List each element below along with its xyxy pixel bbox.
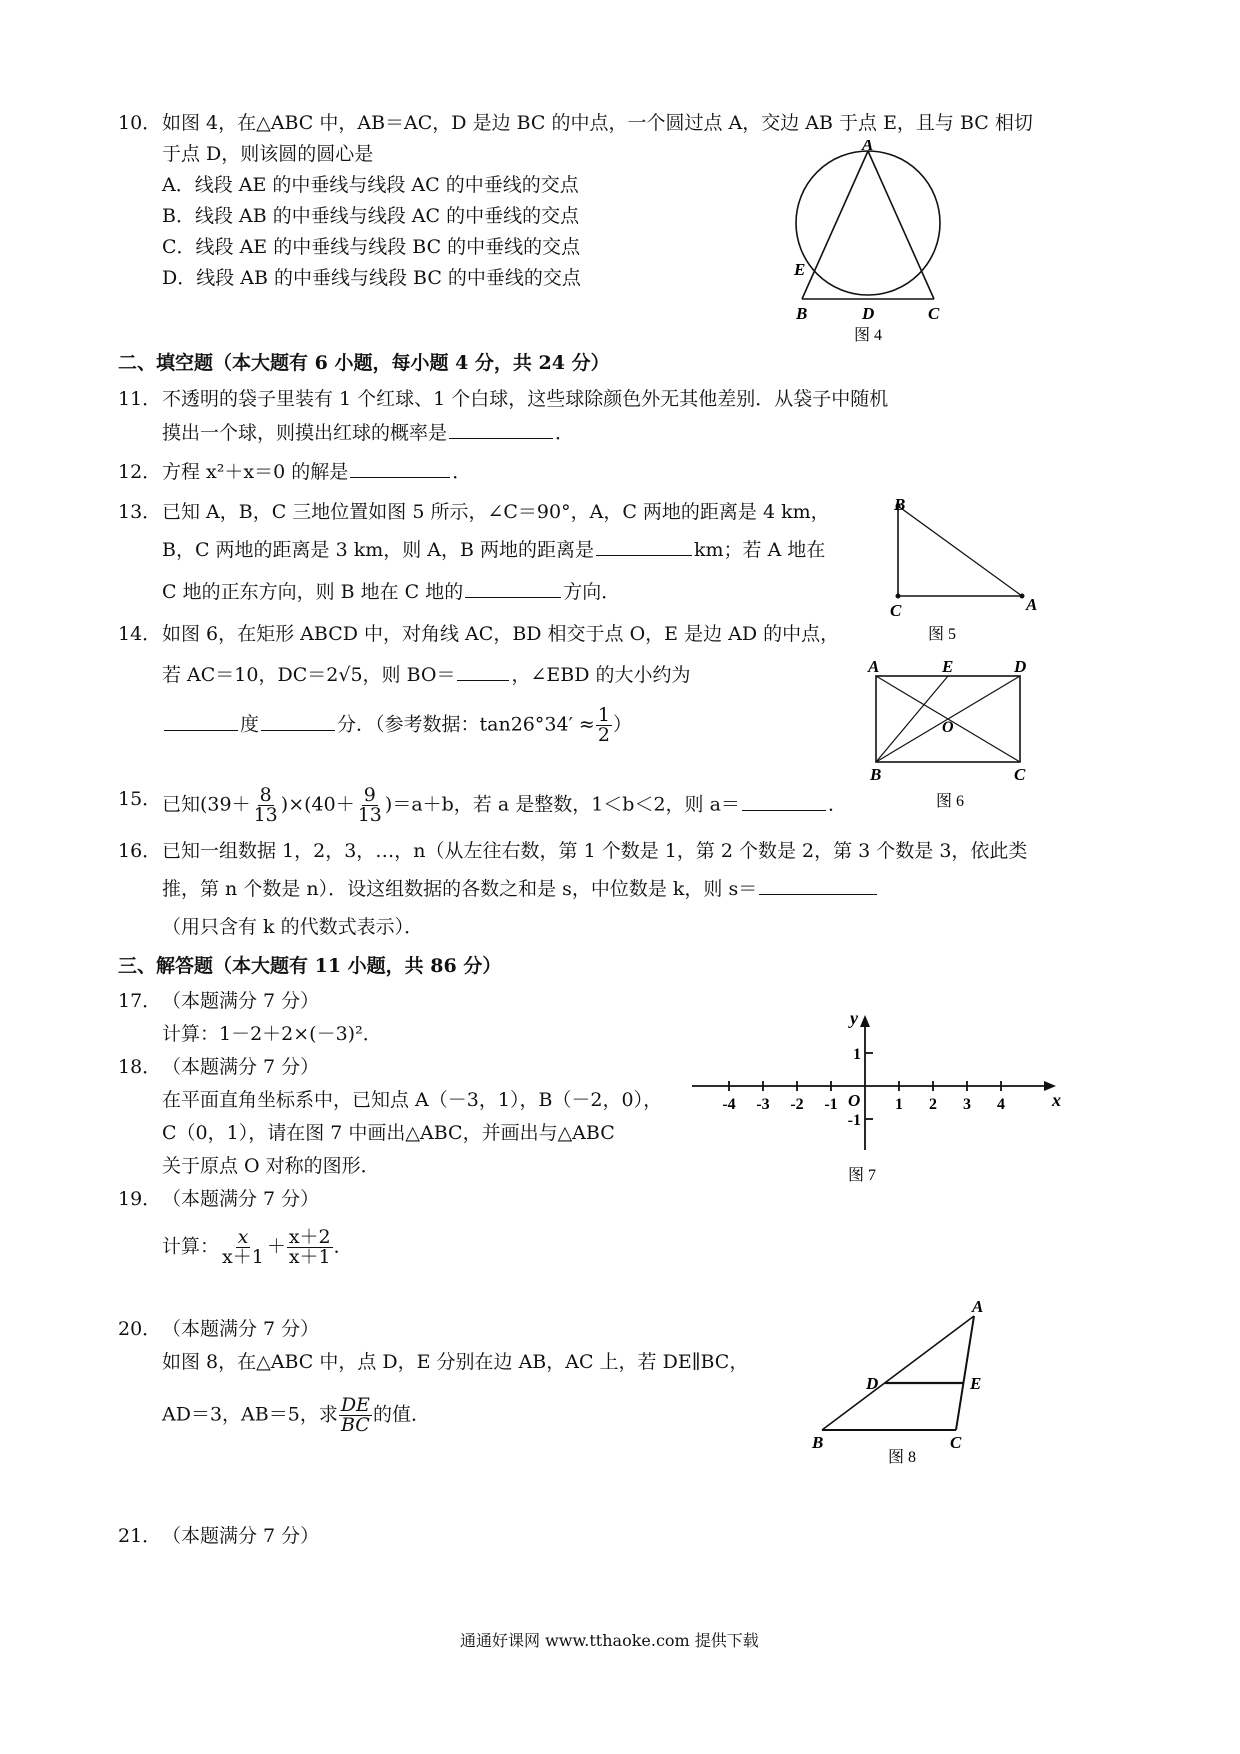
fig5-label-a: A (1026, 595, 1038, 614)
fig7-x-label: x (1052, 1090, 1061, 1110)
q18-number: 18． (118, 1056, 162, 1078)
q14-bo-blank[interactable] (457, 662, 509, 681)
q19-fraction-2-den: x＋1 (288, 1246, 331, 1268)
fig7-y-label: y (850, 1010, 858, 1028)
fig7-y-tick-label-1: -1 (847, 1112, 861, 1129)
fig6-label-e: E (942, 657, 954, 676)
fig5-label-b: B (894, 495, 906, 514)
q15-fraction-2-num: 9 (363, 784, 376, 806)
q19-plus: ＋ (266, 1235, 286, 1258)
q20-line2-end: 的值． (372, 1403, 430, 1426)
q11-number: 11． (118, 388, 162, 410)
q12-text: 方程 x²＋x＝0 的解是 (162, 461, 349, 483)
q15-fraction-1-den: 13 (253, 804, 278, 826)
fig4-label-a: A (862, 140, 874, 154)
figure-4 (780, 140, 960, 350)
section-2-title: 二、填空题（本大题有 6 小题，每小题 4 分，共 24 分） (118, 352, 610, 374)
q16-line1: 已知一组数据 1，2，3，…，n（从左往右数，第 1 个数是 1，第 2 个数是 2，第 3 个数是 3，依此类 (162, 840, 1028, 862)
q14-degree-blank[interactable] (164, 712, 238, 731)
q12-number: 12． (118, 461, 162, 483)
q13-line3 (162, 579, 620, 605)
q20-title: （本题满分 7 分） (162, 1318, 320, 1340)
q13-line1: 已知 A，B，C 三地位置如图 5 所示，∠C＝90°，A，C 两地的距离是 4 km， (162, 501, 830, 523)
q15-line (162, 786, 847, 825)
fig4-label-b: B (796, 304, 808, 323)
q13-line2 (162, 537, 825, 563)
fig8-label-e: E (970, 1374, 982, 1393)
fig6-label-c: C (1014, 765, 1026, 784)
q10-line2: 于点 D，则该圆的圆心是 (162, 143, 374, 165)
q19-expression (162, 1228, 353, 1267)
q10-option-a: A．线段 AE 的中垂线与线段 AC 的中垂线的交点 (162, 174, 579, 196)
q11-line2-text: 摸出一个球，则摸出红球的概率是 (162, 422, 448, 444)
fig8-label-a: A (972, 1297, 984, 1316)
q10-option-d: D．线段 AB 的中垂线与线段 BC 的中垂线的交点 (162, 267, 581, 289)
q16-number: 16． (118, 840, 162, 862)
fig4-side-ac (868, 151, 934, 299)
page-footer: 通通好课网 www.tthaoke.com 提供下载 (460, 1631, 759, 1650)
fig8-side-ac (956, 1316, 974, 1430)
q21-title: （本题满分 7 分） (162, 1525, 320, 1547)
q15-text-pre: 已知(39＋ (162, 793, 251, 816)
fig5-label-c: C (890, 601, 902, 620)
q20-line1: 如图 8，在△ABC 中，点 D，E 分别在边 AB，AC 上，若 DE∥BC， (162, 1351, 749, 1373)
q15-answer-blank[interactable] (742, 792, 826, 811)
fig8-side-ab (822, 1316, 974, 1430)
fig7-x-tick-label-3: -1 (824, 1096, 838, 1113)
q20-line2-text: AD＝3，AB＝5，求 (162, 1403, 338, 1426)
q15-text-post: )＝a＋b，若 a 是整数，1＜b＜2，则 a＝ (384, 793, 740, 816)
q14-fraction-den: 2 (597, 724, 610, 746)
q14-fraction-num: 1 (597, 704, 610, 726)
q20-number: 20． (118, 1318, 162, 1340)
q17-body: 计算：1－2＋2×(－3)²． (162, 1023, 382, 1045)
fig8-caption: 图 8 (888, 1449, 917, 1466)
q12-answer-blank[interactable] (350, 459, 450, 478)
q10-option-c: C．线段 AE 的中垂线与线段 BC 的中垂线的交点 (162, 236, 581, 258)
q13-line2-mid: km；若 A 地在 (694, 539, 826, 561)
fig7-y-arrow (860, 1015, 870, 1027)
q19-fraction-1 (220, 1228, 266, 1267)
fig7-y-tick-label-0: 1 (853, 1046, 861, 1063)
q21-number: 21． (118, 1525, 162, 1547)
q14-minute-blank[interactable] (261, 712, 335, 731)
q19-fraction-1-den: x＋1 (222, 1246, 264, 1268)
fig7-x-tick-label-7: 4 (997, 1096, 1005, 1113)
q14-line2-text: 若 AC＝10，DC＝2√5，则 BO＝ (162, 664, 456, 686)
q16-answer-blank[interactable] (759, 876, 877, 895)
figure-7 (690, 1010, 1070, 1190)
q13-line2-text: B，C 两地的距离是 3 km，则 A，B 两地的距离是 (162, 539, 595, 561)
fig6-segment-be (876, 676, 948, 762)
fig7-x-tick-label-0: -4 (722, 1096, 736, 1113)
q15-fraction-2 (356, 786, 384, 825)
fig4-label-e: E (794, 260, 806, 279)
fig7-x-tick-label-1: -3 (756, 1096, 770, 1113)
fig6-label-b: B (870, 765, 882, 784)
q18-line2: C（0，1），请在图 7 中画出△ABC，并画出与△ABC (162, 1122, 615, 1144)
q15-fraction-1-num: 8 (259, 784, 272, 806)
q14-fraction (596, 706, 612, 745)
q20-fraction (339, 1396, 372, 1435)
q18-line3: 关于原点 O 对称的图形． (162, 1155, 380, 1177)
fig4-label-d: D (862, 304, 875, 323)
q14-degree-label: 度 (240, 713, 260, 736)
q14-line3 (162, 706, 632, 745)
q15-fraction-2-den: 13 (357, 804, 382, 826)
q19-title: （本题满分 7 分） (162, 1188, 320, 1210)
q18-line1: 在平面直角坐标系中，已知点 A（－3，1），B（－2，0）， (162, 1089, 663, 1111)
q11-line2 (162, 420, 574, 446)
q11-line1: 不透明的袋子里装有 1 个红球、1 个白球，这些球除颜色外无其他差别．从袋子中随机 (162, 388, 889, 410)
q16-line3: （用只含有 k 的代数式表示）． (162, 916, 424, 938)
q19-fraction-1-num: x (237, 1226, 249, 1248)
q16-line2-text: 推，第 n 个数是 n）．设这组数据的各数之和是 s，中位数是 k，则 s＝ (162, 878, 758, 900)
figure-5 (880, 494, 1050, 644)
fig5-point-a (1020, 594, 1025, 599)
q18-title: （本题满分 7 分） (162, 1056, 320, 1078)
q13-distance-blank[interactable] (596, 537, 692, 556)
q13-number: 13． (118, 501, 162, 523)
q14-line3-end: ） (612, 713, 632, 736)
fig8-label-b: B (812, 1433, 824, 1452)
q12-line (162, 459, 471, 485)
q20-line2 (162, 1396, 430, 1435)
q20-fraction-den: BC (340, 1414, 370, 1436)
fig6-label-a: A (868, 657, 880, 676)
q17-title: （本题满分 7 分） (162, 990, 320, 1012)
q14-line2 (162, 662, 691, 688)
fig8-label-c: C (950, 1433, 962, 1452)
fig4-side-ab (802, 151, 868, 299)
section-3-title: 三、解答题（本大题有 11 小题，共 86 分） (118, 955, 502, 977)
fig7-origin-label: O (848, 1091, 861, 1110)
q15-number: 15． (118, 788, 162, 810)
q14-line1: 如图 6，在矩形 ABCD 中，对角线 AC，BD 相交于点 O，E 是边 AD 的中点， (162, 623, 840, 645)
q16-line2 (162, 876, 879, 902)
q13-line3-text: C 地的正东方向，则 B 地在 C 地的 (162, 581, 464, 603)
q15-end: ． (827, 793, 847, 816)
q19-number: 19． (118, 1188, 162, 1210)
q20-fraction-num: DE (340, 1394, 370, 1416)
fig4-label-c: C (928, 304, 940, 323)
q19-end: ． (333, 1235, 353, 1258)
fig7-caption: 图 7 (848, 1167, 877, 1184)
q17-number: 17． (118, 990, 162, 1012)
fig5-side-ab (898, 506, 1022, 596)
q13-line3-end: 方向． (563, 581, 621, 603)
q10-line1: 如图 4，在△ABC 中，AB＝AC，D 是边 BC 的中点，一个圆过点 A，交边 AB 于点 E，且与 BC 相切 (162, 112, 1033, 134)
fig8-label-d: D (866, 1374, 879, 1393)
fig6-label-d: D (1014, 657, 1027, 676)
q10-number: 10． (118, 112, 162, 134)
q11-answer-blank[interactable] (449, 420, 553, 439)
q14-minute-text: 分．（参考数据：tan26°34′ ≈ (337, 713, 595, 736)
fig4-circle (796, 151, 940, 295)
q10-option-b: B．线段 AB 的中垂线与线段 AC 的中垂线的交点 (162, 205, 580, 227)
q11-line2-end: ． (555, 422, 575, 444)
fig7-x-tick-label-4: 1 (895, 1096, 903, 1113)
q19-text-pre: 计算： (162, 1235, 220, 1258)
q14-number: 14． (118, 623, 162, 645)
fig7-x-tick-label-2: -2 (790, 1096, 804, 1113)
q13-direction-blank[interactable] (465, 579, 561, 598)
fig4-caption: 图 4 (854, 327, 883, 344)
fig7-x-tick-label-6: 3 (963, 1096, 971, 1113)
fig5-caption: 图 5 (928, 626, 957, 643)
fig6-label-o: O (942, 719, 954, 736)
fig7-x-tick-label-5: 2 (929, 1096, 937, 1113)
fig6-caption: 图 6 (936, 793, 965, 810)
fig7-ticks (722, 1046, 1005, 1129)
figure-8 (808, 1296, 1008, 1466)
fig5-point-c (896, 594, 901, 599)
figure-6 (862, 652, 1042, 810)
q12-end: ． (452, 461, 472, 483)
q19-fraction-2-num: x＋2 (288, 1226, 331, 1248)
q15-text-mid: )×(40＋ (280, 793, 355, 816)
q19-fraction-2 (287, 1228, 333, 1267)
q14-line2-end: ，∠EBD 的大小约为 (511, 664, 691, 686)
q15-fraction-1 (252, 786, 280, 825)
